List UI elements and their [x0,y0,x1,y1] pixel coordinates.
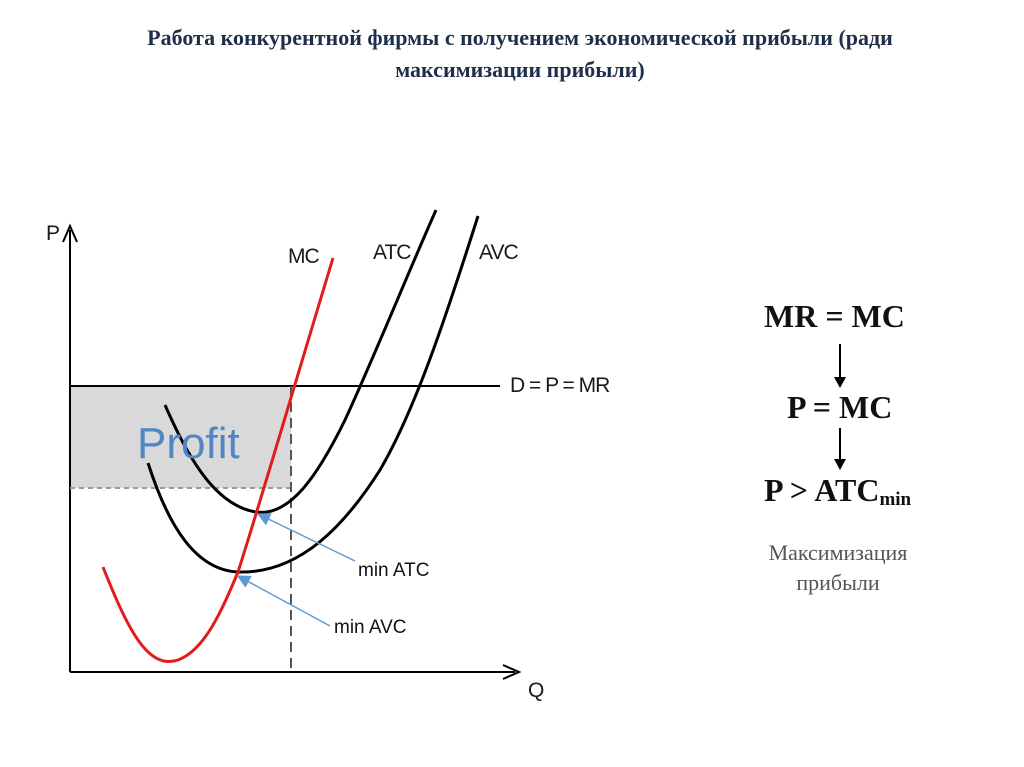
rule-min-subscript: min [879,489,912,510]
min-avc-label: min AVC [334,617,407,638]
rule-mr-equals-mc: MR = MC [764,298,905,334]
profit-label: Profit [137,419,240,468]
rule-p-equals-mc: P = MC [787,389,893,425]
caption-line-1: Максимизация [768,540,908,565]
rule-p-greater-atc-text: P > ATC [764,472,880,508]
mc-label: MC [288,245,319,268]
min-atc-label: min ATC [358,560,430,581]
caption-line-2: прибыли [796,570,880,595]
y-axis-label: P [46,222,60,245]
profit-maximization-caption [738,538,938,598]
title-line-2: максимизации прибыли) [395,57,645,82]
atc-label: ATC [373,241,411,264]
flow-arrowhead-1 [834,377,846,388]
title-line-1: Работа конкурентной фирмы с получением экономической прибыли (ради [147,25,893,50]
demand-label: D = P = MR [510,374,610,397]
flow-arrowhead-2 [834,459,846,470]
avc-label: AVC [479,241,518,264]
rule-p-greater-atc-min [764,472,911,511]
x-axis-label: Q [528,679,544,702]
min-avc-arrow [238,576,330,626]
